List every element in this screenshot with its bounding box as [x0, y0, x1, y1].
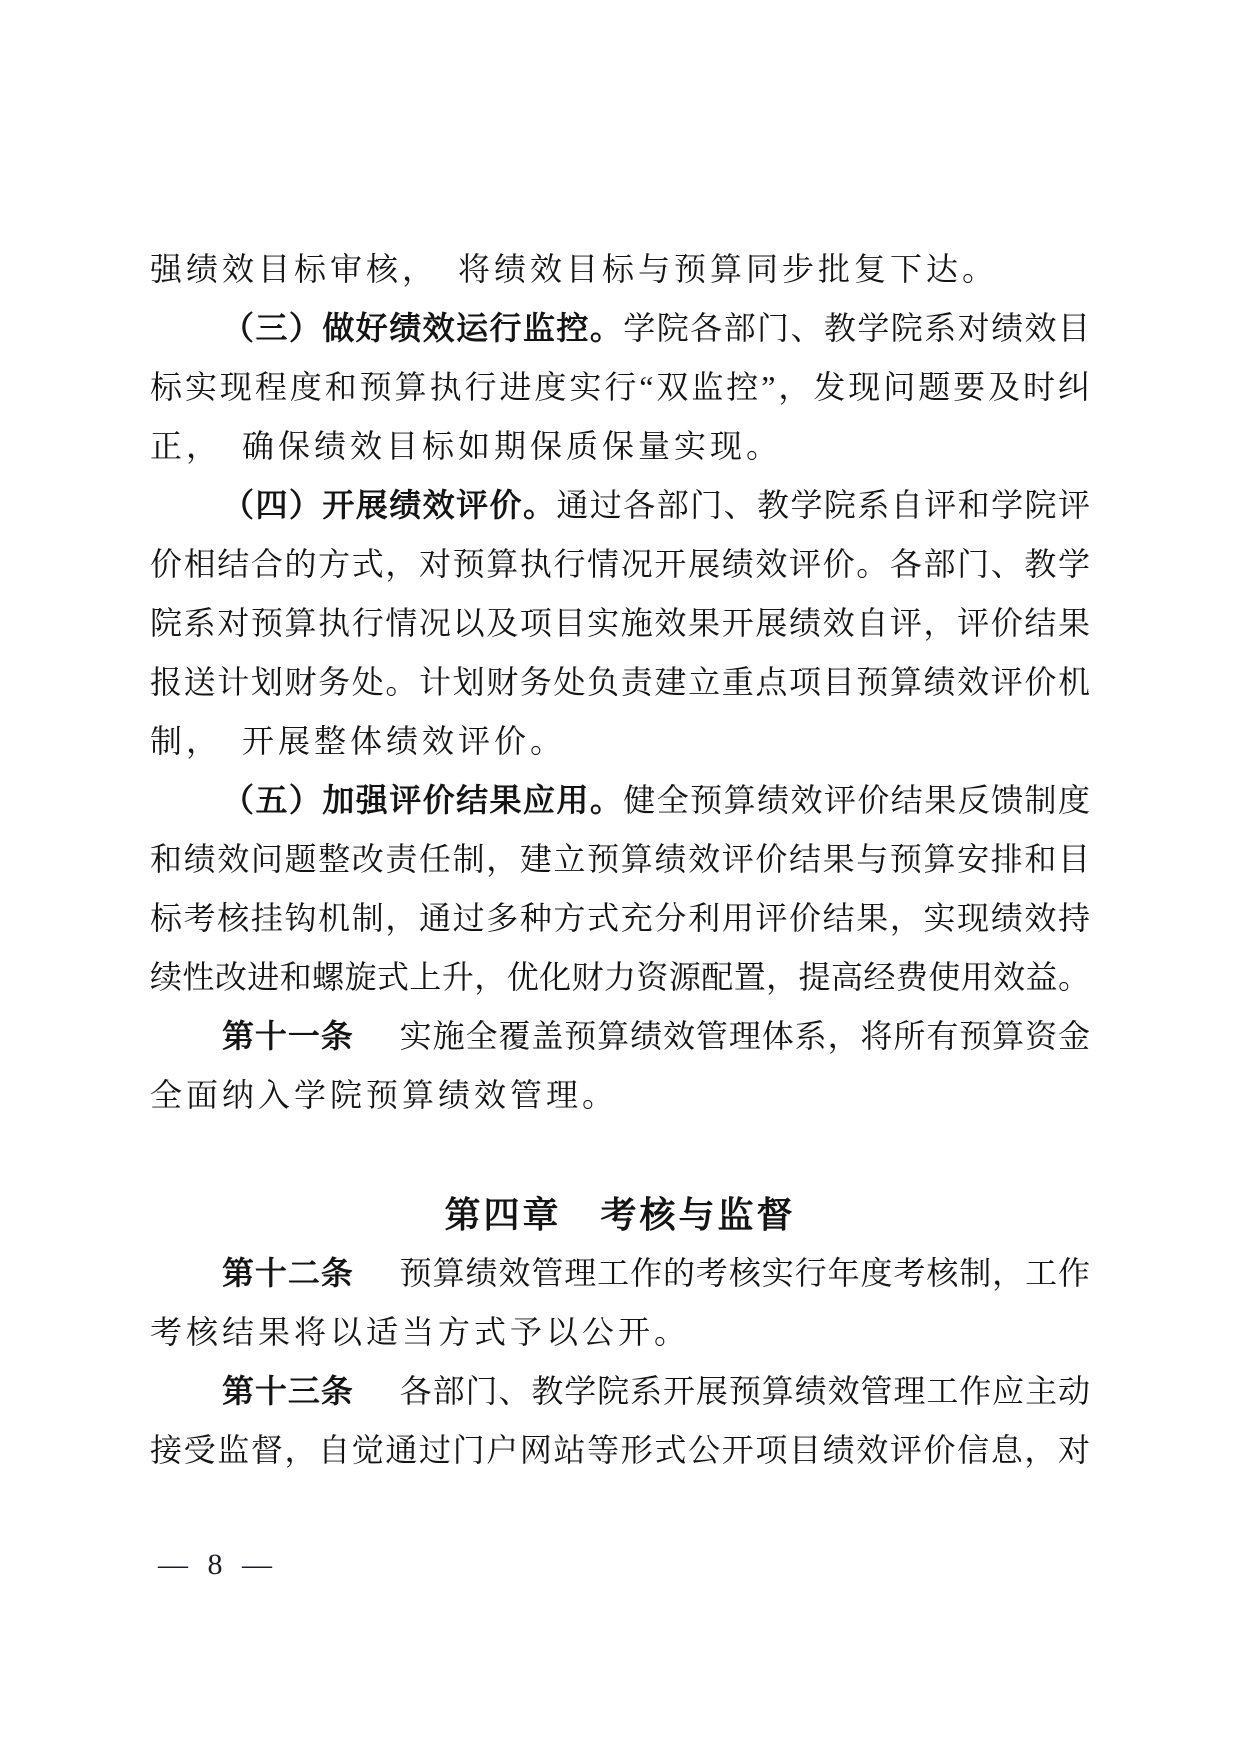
text-line — [150, 358, 1090, 417]
line-text: 院系对预算执行情况以及项目实施效果开展绩效自评，评价结果 — [150, 605, 1090, 641]
text-line — [150, 653, 1090, 712]
line-text: 标考核挂钩机制，通过多种方式充分利用评价结果，实现绩效持 — [150, 900, 1090, 936]
line-text: 预算绩效管理工作的考核实行年度考核制，工作 — [399, 1255, 1090, 1291]
document-body — [150, 240, 1090, 1480]
text-line — [150, 771, 1090, 830]
line-text: 和绩效问题整改责任制，建立预算绩效评价结果与预算安排和目 — [150, 841, 1090, 877]
line-text: 强绩效目标审核， 将绩效目标与预算同步批复下达。 — [150, 251, 999, 287]
text-line — [150, 948, 1090, 1007]
page-number: — 8 — — [158, 1548, 274, 1581]
chapter-heading: 第四章 考核与监督 — [444, 1194, 796, 1235]
text-line — [150, 1007, 1090, 1066]
text-line — [150, 1421, 1090, 1480]
text-line — [150, 535, 1090, 594]
text-line — [150, 299, 1090, 358]
text-line — [150, 712, 1090, 771]
line-text: 价相结合的方式，对预算执行情况开展绩效评价。各部门、教学 — [150, 546, 1090, 582]
line-text: 正， 确保绩效目标如期保质保量实现。 — [150, 428, 783, 464]
text-line — [150, 1362, 1090, 1421]
line-text: 标实现程度和预算执行进度实行“双监控”，发现问题要及时纠 — [150, 369, 1090, 405]
line-text: 考核结果将以适当方式予以公开。 — [150, 1314, 691, 1350]
text-line — [150, 1066, 1090, 1125]
clause-label: （五）加强评价结果应用。 — [222, 782, 624, 818]
text-line — [150, 594, 1090, 653]
clause-label: （四）开展绩效评价。 — [222, 487, 557, 523]
line-text: 通过各部门、教学院系自评和学院评 — [556, 487, 1090, 523]
text-line — [150, 889, 1090, 948]
clause-label: 第十一条 — [222, 1018, 354, 1054]
clause-label: （三）做好绩效运行监控。 — [222, 310, 624, 346]
text-line — [150, 240, 1090, 299]
line-text: 学院各部门、教学院系对绩效目 — [623, 310, 1090, 346]
clause-label: 第十三条 — [222, 1373, 354, 1409]
line-text: 接受监督，自觉通过门户网站等形式公开项目绩效评价信息，对 — [150, 1432, 1090, 1468]
line-text: 报送计划财务处。计划财务处负责建立重点项目预算绩效评价机 — [150, 664, 1090, 700]
text-line — [150, 417, 1090, 476]
line-text: 制， 开展整体绩效评价。 — [150, 723, 567, 759]
text-line — [150, 476, 1090, 535]
line-text: 全面纳入学院预算绩效管理。 — [150, 1077, 619, 1113]
text-line — [150, 830, 1090, 889]
clause-label: 第十二条 — [222, 1255, 354, 1291]
text-line — [150, 1244, 1090, 1303]
line-text: 各部门、教学院系开展预算绩效管理工作应主动 — [399, 1373, 1090, 1409]
paragraph-spacer — [150, 1125, 1090, 1185]
text-line — [150, 1303, 1090, 1362]
page-number-footer — [158, 1548, 274, 1582]
line-text: 实施全覆盖预算绩效管理体系，将所有预算资金 — [399, 1018, 1090, 1054]
line-text: 续性改进和螺旋式上升，优化财力资源配置，提高经费使用效益。 — [150, 959, 1090, 995]
line-text: 健全预算绩效评价结果反馈制度 — [623, 782, 1090, 818]
